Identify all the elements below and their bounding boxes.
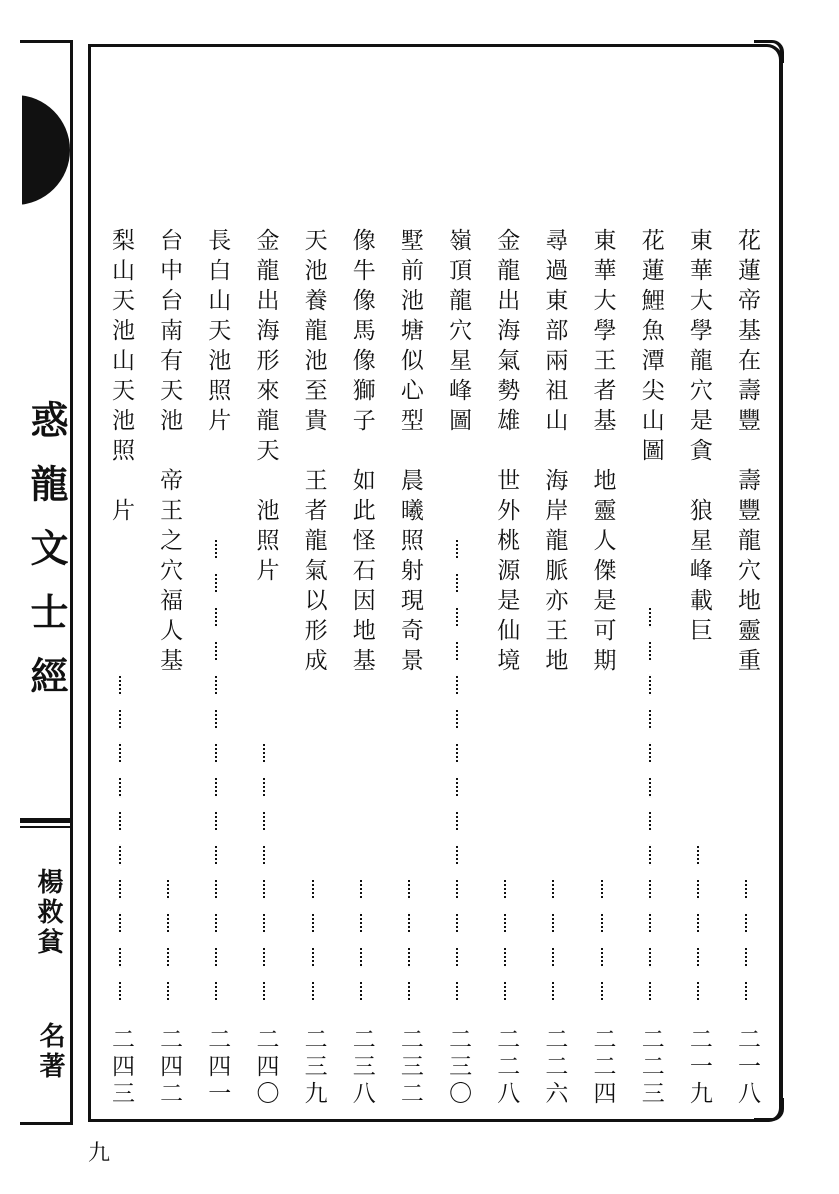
leader-dot	[215, 778, 219, 796]
leader-dot	[408, 982, 412, 1000]
leader-dot	[504, 880, 508, 898]
leader-dot	[552, 914, 556, 932]
leader-dot	[649, 676, 653, 694]
leader-dot	[215, 744, 219, 762]
leader-dot	[360, 880, 364, 898]
leader-dot	[649, 948, 653, 966]
toc-entry-title: 台中台南有天池	[156, 228, 183, 438]
leader-dot	[456, 948, 460, 966]
toc-entry-title: 天池養龍池至貴	[300, 228, 327, 438]
leader-dot	[119, 846, 123, 864]
leader-dot	[601, 914, 605, 932]
leader-dot	[649, 846, 653, 864]
leader-dot	[119, 778, 123, 796]
leader-dot	[504, 982, 508, 1000]
leader-dot	[263, 846, 267, 864]
leader-dot	[215, 574, 219, 592]
toc-entry-subtitle: 狼星峰載巨	[685, 498, 712, 648]
toc-leader-dots	[104, 228, 138, 1008]
toc-entry-page: 二四〇	[252, 1027, 279, 1108]
leader-dot	[456, 914, 460, 932]
leader-dot	[215, 914, 219, 932]
toc-entry-subtitle: 地靈人傑是可期	[589, 468, 616, 678]
left-strip-top-rule	[20, 40, 70, 43]
toc-leader-dots	[634, 228, 668, 1008]
toc-entry[interactable]	[489, 228, 523, 1108]
leader-dot	[745, 948, 749, 966]
toc-entry-subtitle: 如此怪石因地基	[348, 468, 375, 678]
toc-entry-title: 東華大學龍穴是貪	[685, 228, 712, 468]
toc-entry-page: 二三九	[300, 1027, 327, 1108]
leader-dot	[456, 608, 460, 626]
leader-dot	[745, 880, 749, 898]
leader-dot	[649, 710, 653, 728]
toc-entry-title: 像牛像馬像獅子	[348, 228, 375, 438]
toc-entry[interactable]	[634, 228, 668, 1108]
book-title: 惑龍文士經	[24, 400, 69, 720]
leader-dot	[456, 778, 460, 796]
leader-dot	[360, 914, 364, 932]
toc-leader-dots	[586, 228, 620, 1008]
leader-dot	[649, 914, 653, 932]
toc-entry-subtitle: 海岸龍脈亦王地	[541, 468, 568, 678]
toc-entry-title: 金龍出海氣勢雄	[493, 228, 520, 438]
leader-dot	[119, 914, 123, 932]
leader-dot	[167, 948, 171, 966]
leader-dot	[215, 676, 219, 694]
leader-dot	[215, 812, 219, 830]
leader-dot	[745, 982, 749, 1000]
toc-entry[interactable]	[586, 228, 620, 1108]
leader-dot	[697, 948, 701, 966]
table-of-contents	[104, 228, 764, 1108]
leader-dot	[215, 982, 219, 1000]
toc-entry-title: 花蓮鯉魚潭尖山圖	[637, 228, 664, 468]
left-strip-divider-thin	[20, 826, 72, 828]
leader-dot	[408, 948, 412, 966]
toc-leader-dots	[682, 228, 716, 1008]
leader-dot	[360, 982, 364, 1000]
leader-dot	[649, 880, 653, 898]
toc-entry-title: 梨山天池山天池照	[108, 228, 134, 468]
leader-dot	[215, 608, 219, 626]
leader-dot	[552, 982, 556, 1000]
leader-dot	[552, 880, 556, 898]
left-strip-divider	[20, 818, 72, 823]
toc-entry-title: 墅前池塘似心型	[396, 228, 423, 438]
leader-dot	[360, 948, 364, 966]
toc-entry-subtitle: 王者龍氣以形成	[300, 468, 327, 678]
toc-entry-page: 二四三	[108, 1027, 134, 1108]
leader-dot	[408, 914, 412, 932]
toc-entry[interactable]	[537, 228, 571, 1108]
leader-dot	[263, 914, 267, 932]
leader-dot	[697, 846, 701, 864]
leader-dot	[601, 982, 605, 1000]
leader-dot	[215, 846, 219, 864]
toc-leader-dots	[730, 228, 764, 1008]
leader-dot	[408, 880, 412, 898]
leader-dot	[119, 880, 123, 898]
toc-leader-dots	[297, 228, 331, 1008]
book-author: 楊救貧	[33, 868, 63, 958]
leader-dot	[263, 880, 267, 898]
toc-entry-title: 花蓮帝基在壽豐	[734, 228, 760, 438]
leader-dot	[649, 982, 653, 1000]
leader-dot	[167, 982, 171, 1000]
toc-leader-dots	[393, 228, 427, 1008]
leader-dot	[649, 642, 653, 660]
toc-leader-dots	[345, 228, 379, 1008]
toc-entry-subtitle: 壽豐龍穴地靈重	[734, 468, 760, 678]
toc-leader-dots	[248, 228, 282, 1008]
toc-entry-title: 金龍出海形來龍天	[252, 228, 279, 468]
toc-entry-title: 長白山天池照片	[204, 228, 231, 438]
toc-entry-page: 二二八	[493, 1027, 520, 1108]
toc-leader-dots	[200, 228, 234, 1008]
leader-dot	[601, 880, 605, 898]
leader-dot	[167, 914, 171, 932]
leader-dot	[456, 846, 460, 864]
leader-dot	[697, 880, 701, 898]
leader-dot	[504, 948, 508, 966]
toc-entry[interactable]	[441, 228, 475, 1108]
leader-dot	[552, 948, 556, 966]
toc-leader-dots	[537, 228, 571, 1008]
leader-dot	[649, 744, 653, 762]
leader-dot	[312, 948, 316, 966]
leader-dot	[263, 744, 267, 762]
toc-entry-page: 二三〇	[445, 1027, 472, 1108]
toc-leader-dots	[441, 228, 475, 1008]
leader-dot	[119, 710, 123, 728]
toc-entry[interactable]	[297, 228, 331, 1108]
toc-entry[interactable]	[730, 228, 764, 1108]
leader-dot	[649, 778, 653, 796]
leader-dot	[456, 540, 460, 558]
leader-dot	[456, 710, 460, 728]
leader-dot	[456, 574, 460, 592]
leader-dot	[504, 914, 508, 932]
toc-entry[interactable]	[152, 228, 186, 1108]
leader-dot	[215, 710, 219, 728]
leader-dot	[119, 948, 123, 966]
toc-entry-page: 二一八	[734, 1027, 760, 1108]
toc-entry-subtitle: 池照片	[252, 498, 279, 588]
toc-entry-subtitle: 世外桃源是仙境	[493, 468, 520, 678]
toc-leader-dots	[489, 228, 523, 1008]
leader-dot	[215, 948, 219, 966]
toc-entry-page: 二一九	[685, 1027, 712, 1108]
leader-dot	[745, 914, 749, 932]
leader-dot	[119, 676, 123, 694]
toc-entry-subtitle: 晨曦照射現奇景	[396, 468, 423, 678]
leader-dot	[312, 880, 316, 898]
toc-entry[interactable]	[200, 228, 234, 1108]
leader-dot	[456, 676, 460, 694]
toc-entry-page: 二三二	[396, 1027, 423, 1108]
toc-entry-title: 東華大學王者基	[589, 228, 616, 438]
toc-entry[interactable]	[682, 228, 716, 1108]
book-author-suffix: 名著	[35, 1022, 65, 1082]
leader-dot	[119, 982, 123, 1000]
leader-dot	[215, 642, 219, 660]
leader-dot	[263, 812, 267, 830]
leader-dot	[263, 948, 267, 966]
toc-entry[interactable]	[393, 228, 427, 1108]
toc-entry-page: 二二三	[637, 1027, 664, 1108]
leader-dot	[263, 982, 267, 1000]
toc-entry[interactable]	[248, 228, 282, 1108]
toc-entry-page: 二四二	[156, 1027, 183, 1108]
toc-entry-title: 尋過東部兩祖山	[541, 228, 568, 438]
toc-entry-subtitle: 片	[108, 498, 134, 528]
toc-entry-page: 二二六	[541, 1027, 568, 1108]
leader-dot	[312, 982, 316, 1000]
leader-dot	[119, 812, 123, 830]
leader-dot	[456, 744, 460, 762]
frame-corner-top	[754, 40, 784, 63]
leader-dot	[456, 812, 460, 830]
leader-dot	[167, 880, 171, 898]
leader-dot	[601, 948, 605, 966]
leader-dot	[456, 982, 460, 1000]
leader-dot	[456, 642, 460, 660]
toc-leader-dots	[152, 228, 186, 1008]
toc-entry-page: 二三八	[348, 1027, 375, 1108]
leader-dot	[649, 812, 653, 830]
toc-entry-page: 二二四	[589, 1027, 616, 1108]
toc-entry-title: 嶺頂龍穴星峰圖	[445, 228, 472, 438]
leader-dot	[456, 880, 460, 898]
crescent-moon-icon	[22, 95, 70, 205]
leader-dot	[312, 914, 316, 932]
leader-dot	[697, 982, 701, 1000]
leader-dot	[649, 608, 653, 626]
leader-dot	[119, 744, 123, 762]
page-number: 九	[88, 1141, 111, 1166]
leader-dot	[263, 778, 267, 796]
left-strip-bottom-rule	[20, 1122, 72, 1125]
leader-dot	[215, 880, 219, 898]
leader-dot	[697, 914, 701, 932]
leader-dot	[215, 540, 219, 558]
left-strip-border	[70, 40, 73, 1125]
toc-entry[interactable]	[104, 228, 138, 1108]
toc-entry-page: 二四一	[204, 1027, 231, 1108]
toc-entry[interactable]	[345, 228, 379, 1108]
toc-entry-subtitle: 帝王之穴福人基	[156, 468, 183, 678]
